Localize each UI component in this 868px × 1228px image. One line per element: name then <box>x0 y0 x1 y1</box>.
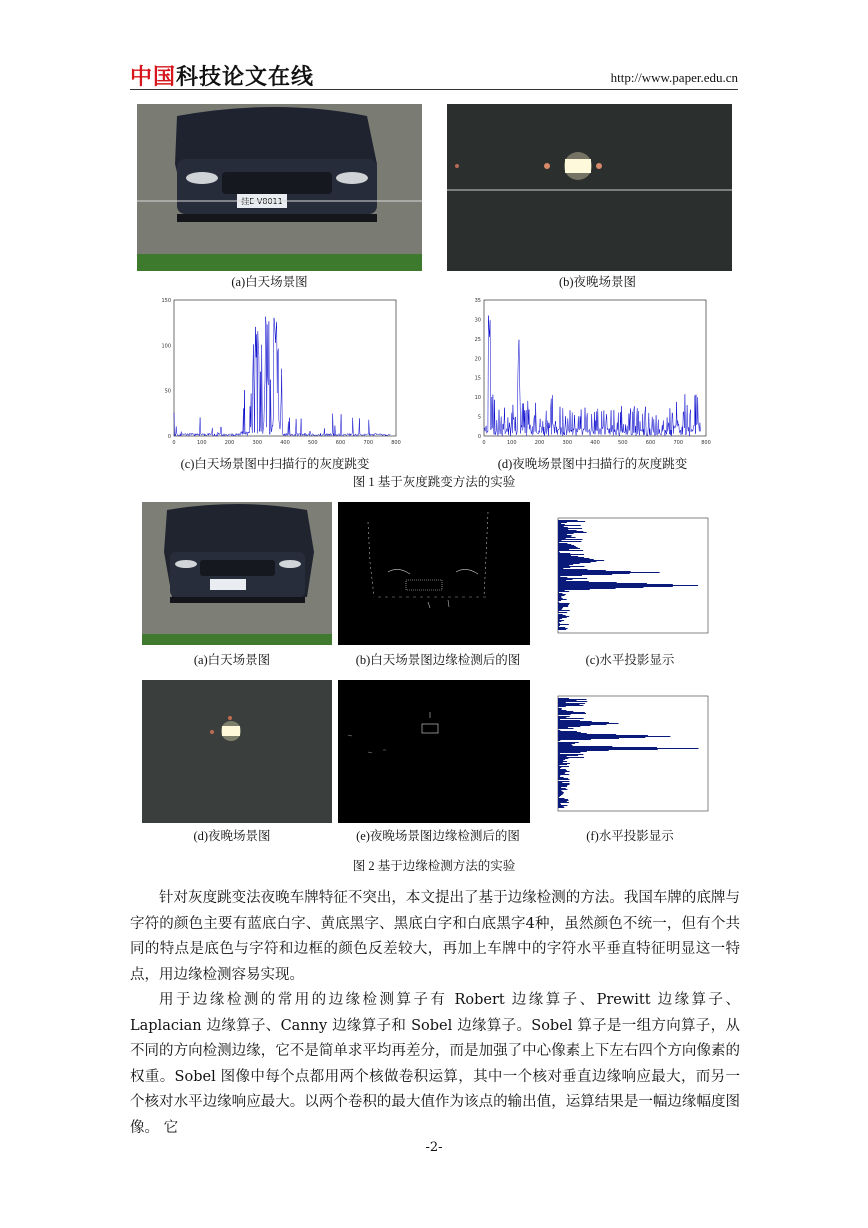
projection-bar <box>558 777 564 778</box>
projection-bar <box>558 789 567 790</box>
fig1-day-photo <box>137 104 422 271</box>
projection-bar <box>558 723 619 724</box>
projection-bar <box>558 806 564 807</box>
projection-bar <box>558 785 567 786</box>
projection-bar <box>558 602 559 603</box>
projection-bar <box>558 532 587 533</box>
projection-bar <box>558 618 562 619</box>
projection-bar <box>558 554 584 555</box>
y-tick-label: 20 <box>474 356 481 363</box>
projection-bar <box>558 727 568 728</box>
projection-bar <box>558 718 584 719</box>
fig2-night-projection-chart <box>548 690 713 815</box>
page-number: -2- <box>425 1140 443 1155</box>
projection-bar <box>558 713 586 714</box>
projection-bar <box>558 766 569 767</box>
projection-bar <box>558 546 576 547</box>
projection-bar <box>558 612 567 613</box>
x-tick-label: 200 <box>534 440 545 446</box>
projection-bar <box>558 752 580 753</box>
projection-bar <box>558 739 591 740</box>
projection-bar <box>558 790 561 791</box>
projection-bar <box>558 578 587 579</box>
y-tick-label: 150 <box>161 298 171 304</box>
projection-bar <box>558 775 560 776</box>
projection-bar <box>558 521 585 522</box>
fig2-day-photo <box>142 502 332 645</box>
projection-bar <box>558 756 567 757</box>
projection-bar <box>558 807 564 808</box>
projection-bar <box>558 549 569 550</box>
projection-bar <box>558 542 559 543</box>
x-tick-label: 800 <box>701 440 711 446</box>
projection-bar <box>558 568 563 569</box>
projection-bar <box>558 793 563 794</box>
projection-bar <box>558 558 589 559</box>
projection-bar <box>558 569 587 570</box>
body-paragraph-2: 用于边缘检测的常用的边缘检测算子有 Robert 边缘算子、Prewitt 边缘算子、Laplacian 边缘算子、Canny 边缘算子和 Sobel 边缘算子。Sobel 算子是一组方向算子，从不同的方向检测边缘，它不是简单求平均再差分，而是加强了中心像素上下左右四个方向像素的权重。Sobel 图像中每个点都用两个核做卷积运算，其中一个核对垂直边缘响应最大，而另一个核对水平边缘响应最大。以两个卷积的最大值作为该点的输出值，运算结果是一幅边缘幅度图像。 它 <box>130 992 740 1136</box>
projection-bar <box>558 725 590 726</box>
projection-bar <box>558 562 591 563</box>
projection-bar <box>558 597 561 598</box>
projection-bar <box>558 595 565 596</box>
projection-bar <box>558 760 563 761</box>
projection-bar <box>558 575 582 576</box>
projection-bar <box>558 528 582 529</box>
projection-bar <box>558 547 578 548</box>
projection-bar <box>558 743 575 744</box>
projection-bar <box>558 585 698 586</box>
projection-bar <box>558 577 567 578</box>
projection-bar <box>558 703 585 704</box>
projection-bar <box>558 805 567 806</box>
projection-bar <box>558 556 578 557</box>
projection-bar <box>558 520 577 521</box>
projection-bar <box>558 774 569 775</box>
projection-bar <box>558 581 589 582</box>
projection-bar <box>558 767 561 768</box>
fig1-night-chart <box>460 292 715 447</box>
x-tick-label: 400 <box>590 440 600 446</box>
projection-bar <box>558 699 587 700</box>
projection-bar <box>558 629 566 630</box>
fig2-title: 图 2 基于边缘检测方法的实验 <box>352 859 516 873</box>
projection-bar <box>558 748 699 749</box>
projection-bar <box>558 717 566 718</box>
projection-bar <box>558 771 570 772</box>
projection-bar <box>558 626 559 627</box>
projection-bar <box>558 728 574 729</box>
projection-bar <box>558 599 567 600</box>
projection-bar <box>558 716 570 717</box>
x-tick-label: 300 <box>252 440 263 446</box>
projection-bar <box>558 733 587 734</box>
projection-bar <box>558 762 563 763</box>
projection-bar <box>558 561 596 562</box>
y-tick-label: 0 <box>167 434 171 440</box>
y-tick-label: 50 <box>164 388 171 395</box>
projection-bar <box>558 572 660 573</box>
projection-bar <box>558 721 592 722</box>
projection-bar <box>558 544 571 545</box>
fig2-night-photo <box>142 680 332 823</box>
x-tick-label: 500 <box>307 440 318 446</box>
projection-bar <box>558 530 577 531</box>
projection-bar <box>558 529 568 530</box>
projection-bar <box>558 709 562 710</box>
projection-bar <box>558 619 560 620</box>
projection-bar <box>558 550 583 551</box>
projection-bar <box>558 600 561 601</box>
projection-bar <box>558 621 561 622</box>
projection-bar <box>558 753 560 754</box>
fig1-caption-a: (a)白天场景图 <box>231 275 308 289</box>
fig1-title: 图 1 基于灰度跳变方法的实验 <box>352 475 516 489</box>
fig2-caption-d: (d)夜晚场景图 <box>193 829 271 843</box>
projection-bar <box>558 735 648 736</box>
header-url[interactable]: http://www.paper.edu.cn <box>610 70 738 85</box>
projection-bar <box>558 708 562 709</box>
projection-bar <box>558 609 562 610</box>
x-tick-label: 800 <box>391 440 401 446</box>
projection-bar <box>558 627 565 628</box>
projection-bar <box>558 525 581 526</box>
projection-bar <box>558 796 560 797</box>
projection-bar <box>558 541 581 542</box>
projection-bar <box>558 778 568 779</box>
fig2-caption-f: (f)水平投影显示 <box>586 829 674 843</box>
fig1-day-chart <box>150 292 405 447</box>
projection-bar <box>558 570 606 571</box>
projection-bar <box>558 803 560 804</box>
journal-logo <box>130 60 314 91</box>
x-tick-label: 500 <box>617 440 628 446</box>
projection-bar <box>558 625 560 626</box>
projection-bar <box>558 791 563 792</box>
projection-bar <box>558 773 565 774</box>
fig2-caption-c: (c)水平投影显示 <box>585 653 675 667</box>
projection-bar <box>558 565 569 566</box>
projection-bar <box>558 593 562 594</box>
x-tick-label: 0 <box>482 440 486 446</box>
projection-bar <box>558 614 563 615</box>
logo-part2: 科技论文在线 <box>176 65 315 90</box>
body-paragraph-1: 针对灰度跳变法夜晚车牌特征不突出，本文提出了基于边缘检测的方法。我国车牌的底牌与字符的颜色主要有蓝底白字、黄底黑字、黑底白字和白底黑字4种，虽然颜色不统一，但有个共同的特点是底色与字符和边框的颜色反差较大，再加上车牌中的字符水平垂直特征明显这一特点，用边缘检测容易实现。 <box>130 890 740 983</box>
projection-bar <box>558 738 619 739</box>
projection-bar <box>558 788 566 789</box>
projection-bar <box>558 551 559 552</box>
projection-bar <box>558 740 560 741</box>
logo-part1: 中国 <box>130 65 177 90</box>
projection-bar <box>558 751 587 752</box>
projection-bar <box>558 804 561 805</box>
projection-bar <box>558 736 670 737</box>
projection-bar <box>558 712 585 713</box>
projection-bar <box>558 601 559 602</box>
projection-bar <box>558 620 564 621</box>
projection-bar <box>558 722 609 723</box>
y-tick-label: 35 <box>474 298 481 304</box>
projection-bar <box>558 559 594 560</box>
projection-bar <box>558 566 585 567</box>
projection-bar <box>558 800 568 801</box>
projection-bar <box>558 588 616 589</box>
fig1-plate-text: 挂E V8011 <box>241 197 283 206</box>
projection-bar <box>558 608 562 609</box>
projection-bar <box>558 772 565 773</box>
projection-bar <box>558 750 609 751</box>
projection-bar <box>558 603 570 604</box>
projection-bar <box>558 573 630 574</box>
projection-bar <box>558 720 580 721</box>
x-tick-label: 600 <box>335 440 346 446</box>
projection-bar <box>558 776 560 777</box>
projection-bar <box>558 622 559 623</box>
projection-bar <box>558 611 559 612</box>
fig2-caption-e: (e)夜晚场景图边缘检测后的图 <box>356 829 520 843</box>
projection-bar <box>558 737 645 738</box>
projection-bar <box>558 567 570 568</box>
x-tick-label: 300 <box>562 440 573 446</box>
x-tick-label: 700 <box>363 440 374 446</box>
projection-bar <box>558 586 673 587</box>
projection-bar <box>558 745 573 746</box>
projection-bar <box>558 742 579 743</box>
projection-bar <box>558 538 566 539</box>
projection-bar <box>558 706 566 707</box>
projection-bar <box>558 732 581 733</box>
x-tick-label: 700 <box>673 440 684 446</box>
projection-bar <box>558 606 568 607</box>
projection-bar <box>558 624 569 625</box>
projection-bar <box>558 784 569 785</box>
projection-bar <box>558 563 580 564</box>
projection-bar <box>558 769 566 770</box>
projection-bar <box>558 523 561 524</box>
y-tick-label: 15 <box>474 375 481 382</box>
projection-bar <box>558 531 583 532</box>
x-tick-label: 100 <box>506 440 517 446</box>
projection-bar <box>558 584 673 585</box>
projection-bar <box>558 580 566 581</box>
x-tick-label: 200 <box>224 440 235 446</box>
projection-bar <box>558 724 607 725</box>
projection-bar <box>558 794 563 795</box>
projection-bar <box>558 587 644 588</box>
projection-bar <box>558 787 561 788</box>
projection-bar <box>558 582 617 583</box>
y-tick-label: 100 <box>161 343 171 350</box>
projection-bar <box>558 710 566 711</box>
projection-bar <box>558 615 566 616</box>
projection-bar <box>558 553 570 554</box>
projection-bar <box>558 770 567 771</box>
projection-bar <box>558 783 570 784</box>
projection-bar <box>558 704 580 705</box>
projection-bar <box>558 702 566 703</box>
projection-bar <box>558 533 574 534</box>
projection-bar <box>558 592 559 593</box>
projection-bar <box>558 798 564 799</box>
projection-bar <box>558 714 571 715</box>
projection-bar <box>558 746 612 747</box>
plot-area <box>174 300 396 436</box>
projection-bar <box>558 540 562 541</box>
projection-bar <box>558 781 569 782</box>
projection-bar <box>558 591 569 592</box>
projection-bar <box>558 576 560 577</box>
y-tick-label: 30 <box>474 317 481 324</box>
projection-bar <box>558 731 577 732</box>
fig1-night-photo <box>447 104 732 271</box>
projection-bar <box>558 548 580 549</box>
header-divider <box>130 89 738 90</box>
x-tick-label: 100 <box>196 440 207 446</box>
projection-bar <box>558 596 561 597</box>
projection-bar <box>558 758 568 759</box>
projection-bar <box>558 583 647 584</box>
y-tick-label: 5 <box>477 414 481 421</box>
projection-bar <box>558 759 565 760</box>
projection-bar <box>558 610 570 611</box>
y-tick-label: 25 <box>474 336 481 343</box>
projection-bar <box>558 628 568 629</box>
projection-bar <box>558 719 560 720</box>
projection-bar <box>558 552 560 553</box>
x-tick-label: 400 <box>280 440 290 446</box>
projection-bar <box>558 799 568 800</box>
projection-bar <box>558 560 604 561</box>
y-tick-label: 10 <box>474 395 481 402</box>
projection-bar <box>558 605 568 606</box>
projection-bar <box>558 594 566 595</box>
projection-bar <box>558 537 576 538</box>
projection-bar <box>558 779 569 780</box>
x-tick-label: 600 <box>645 440 656 446</box>
projection-bar <box>558 701 587 702</box>
projection-bar <box>558 607 563 608</box>
projection-bar <box>558 545 574 546</box>
projection-bar <box>558 543 567 544</box>
fig2-caption-a: (a)白天场景图 <box>193 653 271 667</box>
fig1-caption-b: (b)夜晚场景图 <box>558 275 637 289</box>
fig2-day-projection-chart <box>548 512 713 637</box>
projection-bar <box>558 522 567 523</box>
projection-bar <box>558 617 567 618</box>
projection-bar <box>558 768 560 769</box>
projection-bar <box>558 792 564 793</box>
projection-bar <box>558 557 584 558</box>
projection-bar <box>558 730 560 731</box>
projection-bar <box>558 604 569 605</box>
projection-bar <box>558 764 567 765</box>
projection-bar <box>558 761 567 762</box>
projection-bar <box>558 579 573 580</box>
projection-bar <box>558 539 582 540</box>
projection-bar <box>558 786 567 787</box>
projection-bar <box>558 765 559 766</box>
projection-bar <box>558 782 562 783</box>
projection-bar <box>558 574 612 575</box>
projection-bar <box>558 711 573 712</box>
projection-bar <box>558 755 578 756</box>
projection-bar <box>558 527 568 528</box>
projection-bar <box>558 801 567 802</box>
projection-bar <box>558 555 571 556</box>
fig2-day-edge-image <box>338 502 530 645</box>
projection-bar <box>558 526 564 527</box>
fig1-caption-d: (d)夜晚场景图中扫描行的灰度跳变 <box>497 457 688 471</box>
y-tick-label: 0 <box>477 434 481 440</box>
fig2-caption-b: (b)白天场景图边缘检测后的图 <box>355 653 521 667</box>
projection-bar <box>558 802 569 803</box>
x-tick-label: 0 <box>172 440 176 446</box>
projection-bar <box>558 726 580 727</box>
projection-bar <box>558 598 563 599</box>
projection-bar <box>558 705 583 706</box>
projection-bar <box>558 795 561 796</box>
projection-bar <box>558 757 584 758</box>
projection-bar <box>558 535 572 536</box>
projection-bar <box>558 749 658 750</box>
projection-bar <box>558 524 565 525</box>
fig1-caption-c: (c)白天场景图中扫描行的灰度跳变 <box>180 457 370 471</box>
projection-bar <box>558 698 569 699</box>
projection-bar <box>558 763 570 764</box>
projection-bar <box>558 590 565 591</box>
projection-bar <box>558 744 572 745</box>
projection-bar <box>558 564 573 565</box>
projection-bar <box>558 747 657 748</box>
projection-bar <box>558 797 559 798</box>
projection-bar <box>558 734 616 735</box>
projection-bar <box>558 536 571 537</box>
projection-bar <box>558 616 569 617</box>
projection-bar <box>558 589 590 590</box>
fig2-night-edge-image <box>338 680 530 823</box>
projection-bar <box>558 623 560 624</box>
projection-bar <box>558 534 567 535</box>
projection-bar <box>558 754 583 755</box>
projection-bar <box>558 571 631 572</box>
projection-bar <box>558 700 577 701</box>
